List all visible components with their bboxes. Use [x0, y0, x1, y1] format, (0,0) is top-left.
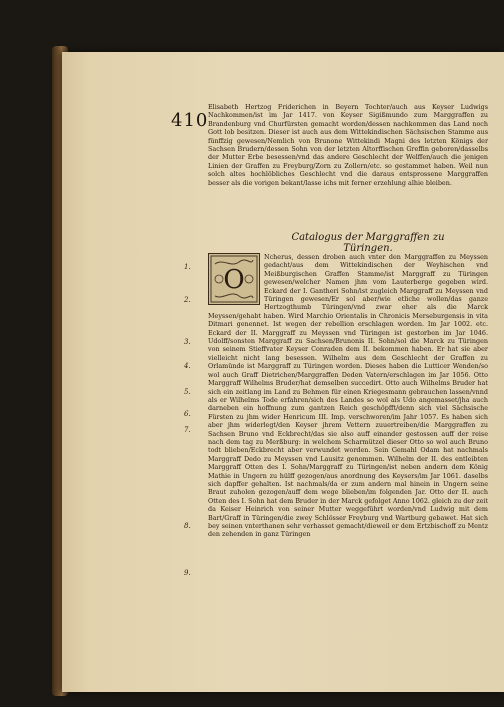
margin-number: 1.: [184, 263, 191, 271]
page-number: 410: [171, 110, 209, 131]
top-paragraph-text: Elisabeth Hertzog Friderichen in Beyern Tochter/auch aus Keyser Ludwigs Nachkommen/ist im Jar 1417. von Keyser Sigißmundo zum Marggraffen zu Brandenburg vnd Churfürsten gemacht worden/dessen nachkommen das Land noch Gott lob besitzen. Dieser ist auch aus dem Wittekindischen Sächsischen Stamme aus fünffzig gewesen/Nemlich von Brunone Wittekindi Magni des letzten Königs der Sachsen Brudern/dessen Sohn von der letzten Altorffischen Greffin geboren/dasselbs der Mutter Erbe besessen/vnd das andere Geschlecht der Welffen/auch die jenigen Linien der Graffen zu Freyburg/Zorn zu Zollern/etc. so gestammet haben. Weil nun solch altes hochlöbliches Geschlecht vnd die daraus entsprossene Marggraffen besser als die vorigen bekant/lasse ichs mit ferner erzehlung alhie bleiben.: [208, 103, 488, 187]
section-title: Catalogus der Marggraffen zu Türingen.: [291, 232, 445, 254]
top-paragraph: [208, 103, 488, 231]
margin-number: 4.: [184, 362, 191, 370]
dropcap-ornament-icon: [209, 254, 259, 304]
catalog-body-text: Ncherus, dessen droben auch vnter den Marggraffen zu Meyssen gedacht/aus dem Wittekindischen der Weyhischen vnd Meißburgischen Graffen Stamme/ist Marggraff zu Türingen gewesen/welcher Namen jhm vom Lauterberge gegeben wird. Eckard der I. Gantheri Sohn/ist zugleich Marggraff zu Meyssen vnd Türingen gewesen/Er sol aber/wie etliche wollen/das ganze Hertzogthumb Türingen/vnd zwar eher als die Marck Meyssen/gehabt haben. Wird Marchio Orientalis in Chronicis Merseburgensis in vita Ditmari genennet. Ist wegen der rebellion erschlagen worden. Im Jar 1002. etc. Eckard der II. Marggraff zu Meyssen vnd Türingen ist gestorben im Jar 1046. Udolff/sonsten Marggraff zu Sachsen/Brunonis II. Sohn/sol die Marck zu Türingen von seinem Stieffvater Keyser Conraden dem II. bekommen haben. Er hat sie aber vielleicht nicht lang besessen. Wilhelm aus dem Geschlecht der Graffen zu Orlamünde ist Marggraff zu Türingen worden. Dieses haben die Lutticer Wenden/so wol auch Graff Dietrichen/Marggraffen Deden Vatern/erschlagen im Jar 1056. Otto Marggraff Wilhelms Bruder/hat demselben succedirt. Otto auch Wilhelms Bruder hat sich ein zeitlang im Land zu Behmen für einen Kriegesmann gebrauchen lassen/vnnd als er Wilhelms Tode erfahren/sich des Landes so wol als Udo angemasset/jha auch darneben ein hoffnung zum gantzen Reich geschöpfft/denn sich viel Sächsische Fürsten zu jhm wider Henricum III. Imp. verschworen/im Jahr 1057. Es haben sich aber jhm widerlegt/den Keyser jhrem Vettern zuuertreiben/die Marggraffen zu Sachsen Bruno vnd Eckbrecht/das sie also auff einander gestossen auff der reise nach dem tag zu Merßburg: in welchem Scharmützel dieser Otto so wol auch Bruno todt blieben/Eckbrecht aber verwundet worden. Sein Gemahl Odam hat nachmals Marggraff Dedo zu Meyssen vnd Lausitz genommen. Wilhelm der II. des entleibten Marggraff Otten des I. Sohn/Marggraff zu Türingen/ist neben andern dem König Mathie in Ungern zu hülff gezogen/aus anordnung des Keysers/im Jar 1061. daselbs sich dapffer gehalten. Ist nachmals/da er zum andern mal hinein in Ungern seine Braut zuholen gezogen/auff dem wege blieben/im folgenden Jar. Otto der II. auch Otten des I. Sohn hat dem Bruder in der Marck gefolget Anno 1062. gleich zu der zeit da Keiser Heinrich von seiner Mutter weggeführt worden/vnd Ludwig mit dem Bart/Graff in Türingen/die zwey Schlösser Freyburg vnd Wartburg gebawet. Hat sich bey seinen vnterthanen sehr verhasset gemacht/dieweil er dem Ertzbischoff zu Mentz den zehenden in ganz Türingen: [208, 253, 488, 539]
dropcap-letter: O: [223, 265, 245, 295]
margin-number: 9.: [184, 569, 191, 577]
dropcap-initial: [208, 253, 260, 305]
margin-number: 3.: [184, 338, 191, 346]
margin-number: 5.: [184, 388, 191, 396]
margin-number: 7.: [184, 426, 191, 434]
margin-number: 8.: [184, 522, 191, 530]
margin-number: 6.: [184, 410, 191, 418]
catalog-body: [208, 253, 488, 673]
margin-number: 2.: [184, 296, 191, 304]
